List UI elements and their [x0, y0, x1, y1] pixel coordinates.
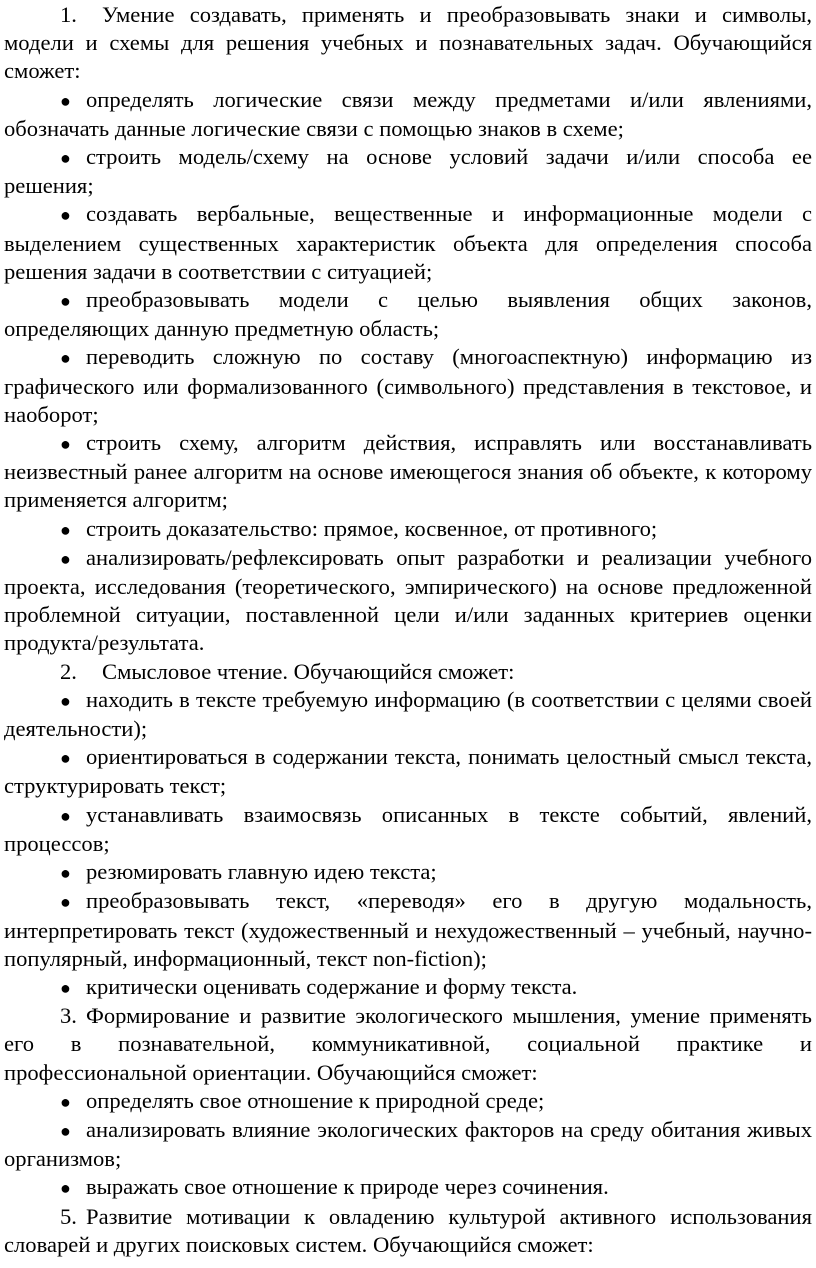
list-item	[4, 887, 812, 973]
section-heading	[4, 1002, 812, 1087]
list-item	[4, 686, 812, 743]
list-item-text: определять свое отношение к природной среде;	[86, 1087, 545, 1113]
list-item-text: находить в тексте требуемую информацию (в соответствии с целями своей деятельности);	[4, 686, 812, 742]
bullet-icon: ●	[60, 863, 71, 884]
bullet-icon: ●	[60, 1120, 71, 1141]
list-item	[4, 86, 812, 143]
list-item	[4, 544, 812, 658]
bullet-icon: ●	[60, 348, 71, 369]
bullet-icon: ●	[60, 892, 71, 913]
list-item	[4, 1173, 812, 1202]
bullet-icon: ●	[60, 434, 71, 455]
list-item-text: анализировать влияние экологических факторов на среду обитания живых организмов;	[4, 1116, 812, 1172]
list-item	[4, 1087, 812, 1116]
section-heading-text: Формирование и развитие экологического мышления, умение применять его в познавательной, коммуникативной, социальной практике и профессиональной ориентации. Обучающийся сможет:	[4, 1003, 812, 1085]
bullet-icon: ●	[60, 205, 71, 226]
list-item	[4, 801, 812, 858]
bullet-icon: ●	[60, 148, 71, 169]
list-item	[4, 286, 812, 343]
list-item	[4, 743, 812, 800]
bullet-icon: ●	[60, 748, 71, 769]
list-item-text: переводить сложную по составу (многоаспектную) информацию из графического или формализованного (символьного) представления в текстовое, и наоборот;	[4, 344, 812, 427]
section-heading	[4, 1203, 812, 1259]
list-item-text: устанавливать взаимосвязь описанных в тексте событий, явлений, процессов;	[4, 801, 812, 856]
list-item	[4, 143, 812, 200]
section-number: 1.	[60, 2, 77, 27]
list-item-text: строить доказательство: прямое, косвенное, от противного;	[86, 515, 658, 541]
section-heading-text: Умение создавать, применять и преобразовывать знаки и символы, модели и схемы для решения учебных и познавательных задач. Обучающийся сможет:	[4, 2, 812, 84]
list-item	[4, 343, 812, 429]
list-item	[4, 1116, 812, 1173]
list-item	[4, 200, 812, 286]
bullet-icon: ●	[60, 519, 71, 540]
list-item-text: создавать вербальные, вещественные и информационные модели с выделением существенных характеристик объекта для определения способа решения задачи в соответствии с ситуацией;	[4, 201, 812, 284]
section-number: 5.	[60, 1203, 77, 1229]
section-heading	[4, 1, 812, 86]
list-item-text: анализировать/рефлексировать опыт разработки и реализации учебного проекта, исследования (теоретического, эмпирического) на основе предложенной проблемной ситуации, поставленной цели и/или заданных критериев оценки продукта/результата.	[4, 544, 812, 656]
list-item-text: критически оценивать содержание и форму текста.	[86, 973, 578, 999]
bullet-icon: ●	[60, 690, 71, 711]
list-item-text: строить схему, алгоритм действия, исправлять или восстанавливать неизвестный ранее алгоритм на основе имеющегося знания об объекте, к которому применяется алгоритм;	[4, 430, 812, 513]
section-heading-text: Развитие мотивации к овладению культурой активного использования словарей и других поисковых систем. Обучающийся сможет:	[4, 1203, 812, 1257]
list-item-text: резюмировать главную идею текста;	[86, 859, 437, 885]
list-item-text: выражать свое отношение к природе через сочинения.	[86, 1174, 609, 1200]
bullet-icon: ●	[60, 291, 71, 312]
section-number: 3.	[60, 1003, 77, 1029]
list-item-text: преобразовывать модели с целью выявления общих законов, определяющих данную предметную область;	[4, 287, 812, 342]
list-item-text: преобразовывать текст, «переводя» его в другую модальность, интерпретировать текст (художественный и нехудожественный – учебный, научно-популярный, информационный, текст non-fiction);	[4, 888, 812, 971]
section-number: 2.	[60, 658, 77, 684]
bullet-icon: ●	[60, 1178, 71, 1199]
list-item	[4, 515, 812, 544]
list-item	[4, 429, 812, 515]
bullet-icon: ●	[60, 805, 71, 826]
list-item	[4, 858, 812, 887]
list-item-text: определять логические связи между предметами и/или явлениями, обозначать данные логические связи с помощью знаков в схеме;	[4, 86, 812, 141]
bullet-icon: ●	[60, 1091, 71, 1112]
section-heading	[4, 658, 812, 686]
section-heading-text: Смысловое чтение. Обучающийся сможет:	[102, 658, 515, 684]
list-item-text: строить модель/схему на основе условий задачи и/или способа ее решения;	[4, 144, 812, 199]
bullet-icon: ●	[60, 548, 71, 569]
bullet-icon: ●	[60, 977, 71, 998]
list-item	[4, 973, 812, 1002]
bullet-icon: ●	[60, 90, 71, 111]
list-item-text: ориентироваться в содержании текста, понимать целостный смысл текста, структурировать текст;	[4, 744, 812, 799]
